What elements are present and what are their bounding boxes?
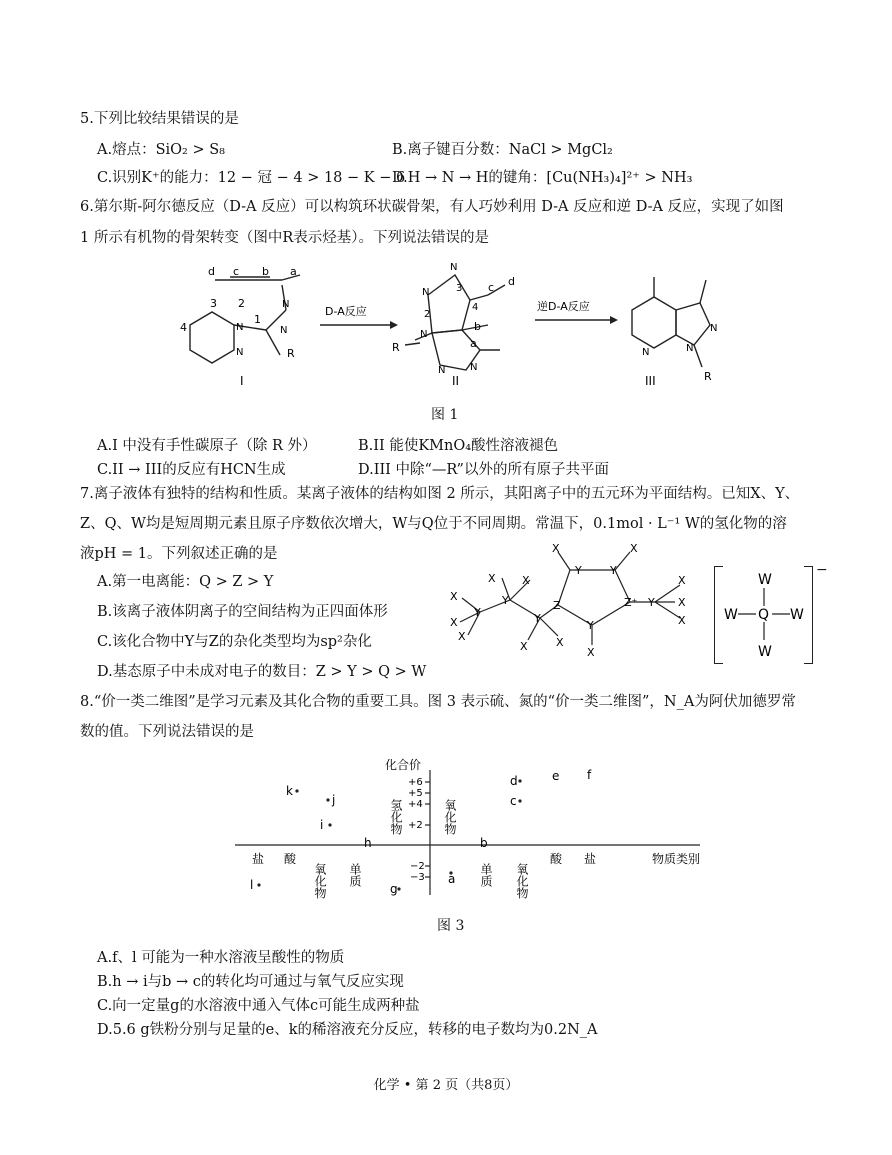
q7-option-b: B.该离子液体阴离子的空间结构为正四面体形 — [97, 604, 388, 620]
arrow-label-da: D-A反应 — [325, 305, 367, 318]
atom-y-7: Y — [648, 596, 655, 609]
atom-n-i-4: N — [280, 325, 288, 336]
label-compound-i: I — [240, 374, 244, 388]
atom-x-1: X — [552, 542, 560, 555]
x-cat-right-salt: 盐 — [584, 852, 597, 866]
label-3-ii: 3 — [456, 283, 463, 294]
x-cat-left-acid: 酸 — [284, 852, 297, 866]
atom-x-11: X — [678, 574, 686, 587]
point-g-marker — [397, 887, 400, 890]
atom-q: Q — [758, 607, 770, 623]
label-a-i: a — [290, 265, 297, 278]
atom-x-13: X — [678, 614, 686, 627]
figure-1-reaction-scheme — [170, 255, 730, 395]
q8-option-b: B.h → i与b → c的转化均可通过与氧气反应实现 — [97, 974, 404, 990]
point-f: f — [587, 768, 592, 782]
atom-z-plus: Z⁺ — [624, 596, 638, 609]
atom-n-ii-2: N — [422, 287, 430, 298]
point-e: e — [552, 769, 560, 783]
q7-stem-line3: 液pH = 1。下列叙述正确的是 — [80, 546, 278, 562]
q7-stem-line1: 7.离子液体有独特的结构和性质。某离子液体的结构如图 2 所示，其阳离子中的五元环为平面结构。已知X、Y、 — [80, 486, 800, 502]
point-j-marker — [326, 798, 329, 801]
atom-n-iii-3: N — [686, 343, 694, 354]
atom-n-ii-1: N — [450, 262, 458, 273]
atom-w-left: W — [724, 607, 738, 623]
label-4-ii: 4 — [472, 302, 479, 313]
point-k: k — [286, 784, 293, 798]
q5-option-a: A.熔点：SiO₂ > S₈ — [97, 142, 225, 158]
figure-3-valence-category-chart — [230, 755, 730, 905]
label-3-i: 3 — [210, 297, 217, 310]
x-cat-center-oxide: 氧化物 — [443, 799, 457, 835]
point-c: c — [510, 794, 517, 808]
point-l-marker — [257, 883, 260, 886]
x-cat-right-acid: 酸 — [550, 852, 563, 866]
x-cat-left-element: 单质 — [348, 863, 362, 887]
label-d-i: d — [208, 265, 215, 278]
atom-x-9: X — [556, 636, 564, 649]
q6-option-a: A.I 中没有手性碳原子（除 R 外） — [97, 438, 317, 454]
q7-option-a: A.第一电离能：Q > Z > Y — [97, 574, 274, 590]
atom-x-6: X — [450, 616, 458, 629]
q8-option-d: D.5.6 g铁粉分别与足量的e、k的稀溶液充分反应，转移的电子数均为0.2N_A — [97, 1022, 598, 1038]
atom-x-2: X — [630, 542, 638, 555]
q6-option-b: B.II 能使KMnO₄酸性溶液褪色 — [358, 438, 559, 454]
q8-option-a: A.f、l 可能为一种水溶液呈酸性的物质 — [97, 950, 345, 966]
arrow-label-retro-da: 逆D-A反应 — [537, 300, 590, 313]
q7-option-d: D.基态原子中未成对电子的数目：Z > Y > Q > W — [97, 664, 427, 680]
point-l: l — [250, 878, 254, 892]
page-footer: 化学 • 第 2 页（共8页） — [373, 1078, 519, 1093]
atom-y-6: Y — [587, 619, 594, 632]
label-d-ii: d — [508, 275, 515, 288]
arrow-head-1 — [390, 321, 398, 329]
point-g: g — [390, 882, 398, 896]
point-d-marker — [518, 779, 521, 782]
q5-option-b: B.离子键百分数：NaCl > MgCl₂ — [392, 142, 613, 158]
label-r-ii: R — [392, 341, 400, 354]
atom-x-12: X — [678, 596, 686, 609]
figure-2-anion-structure — [722, 566, 806, 662]
atom-x-3: X — [488, 572, 496, 585]
atom-n-ii-3: N — [420, 329, 428, 340]
atom-x-4: X — [522, 574, 530, 587]
atom-n-ii-5: N — [470, 362, 478, 373]
label-a-ii: a — [470, 337, 477, 350]
label-r-i: R — [287, 347, 295, 360]
q7-option-c: C.该化合物中Y与Z的杂化类型均为sp²杂化 — [97, 634, 372, 650]
figure-1-caption: 图 1 — [431, 407, 459, 423]
atom-x-8: X — [520, 640, 528, 653]
point-b: b — [480, 836, 488, 850]
atom-x-10: X — [587, 646, 595, 659]
q5-option-d: D.H → N → H的键角：[Cu(NH₃)₄]²⁺ > NH₃ — [392, 170, 693, 186]
point-d: d — [510, 774, 518, 788]
q6-stem-line2: 1 所示有机物的骨架转变（图中R表示烃基）。下列说法错误的是 — [80, 230, 489, 246]
atom-y-1: Y — [575, 564, 582, 577]
x-cat-left-salt: 盐 — [252, 852, 265, 866]
label-r-iii: R — [704, 370, 712, 383]
q8-option-c: C.向一定量g的水溶液中通入气体c可能生成两种盐 — [97, 998, 420, 1014]
label-b-i: b — [262, 265, 269, 278]
figure-3-caption: 图 3 — [437, 918, 465, 934]
point-k-marker — [295, 789, 298, 792]
anion-charge: − — [816, 562, 828, 578]
atom-n-iii-2: N — [710, 323, 718, 334]
y-tick-plus2: +2 — [408, 820, 423, 831]
point-c-marker — [518, 799, 521, 802]
y-tick-plus6: +6 — [408, 777, 423, 788]
atom-w-bottom: W — [758, 644, 772, 660]
molecule-i-structure — [190, 275, 300, 363]
atom-y-5: Y — [534, 612, 541, 625]
atom-x-7: X — [458, 630, 466, 643]
x-cat-left-oxide: 氧化物 — [313, 863, 327, 899]
q5-stem: 5.下列比较结果错误的是 — [80, 111, 239, 127]
label-c-ii: c — [488, 281, 495, 294]
atom-y-2: Y — [610, 564, 617, 577]
atom-w-top: W — [758, 572, 772, 588]
y-axis-title: 化合价 — [385, 758, 422, 772]
y-tick-plus5: +5 — [408, 788, 423, 799]
atom-w-right: W — [790, 607, 804, 623]
label-4-i: 4 — [180, 321, 187, 334]
q7-stem-line2: Z、Q、W均是短周期元素且原子序数依次增大，W与Q位于不同周期。常温下，0.1mol · L⁻¹ W的氢化物的溶 — [80, 516, 787, 532]
x-cat-hydride: 氢化物 — [389, 799, 403, 835]
label-2-ii: 2 — [424, 309, 431, 320]
x-cat-right-oxide: 氧化物 — [515, 863, 529, 899]
label-1-i: 1 — [254, 313, 261, 326]
y-tick-minus2: −2 — [410, 861, 425, 872]
q6-stem-line1: 6.第尔斯-阿尔德反应（D-A 反应）可以构筑环状碳骨架，有人巧妙利用 D-A 反应和逆 D-A 反应，实现了如图 — [80, 199, 784, 215]
label-compound-ii: II — [452, 374, 460, 388]
label-c-i: c — [233, 265, 240, 278]
atom-n-i-3: N — [282, 299, 290, 310]
q8-stem-line2: 数的值。下列说法错误的是 — [80, 724, 254, 740]
figure-2-cation-structure — [440, 540, 710, 660]
point-i-marker — [328, 823, 331, 826]
point-a: a — [448, 872, 456, 886]
atom-n-i-2: N — [236, 347, 244, 358]
label-2-i: 2 — [238, 297, 245, 310]
atom-y-3: Y — [502, 594, 509, 607]
point-h: h — [364, 836, 372, 850]
point-i: i — [320, 818, 324, 832]
atom-z: Z — [553, 599, 561, 612]
arrow-head-2 — [610, 316, 618, 324]
point-j: j — [332, 793, 336, 807]
atom-x-5: X — [450, 590, 458, 603]
atom-y-4: Y — [474, 606, 481, 619]
label-b-ii: b — [474, 320, 481, 333]
q6-option-d: D.III 中除“—R”以外的所有原子共平面 — [358, 462, 609, 478]
x-cat-right-element: 单质 — [479, 863, 493, 887]
y-tick-minus3: −3 — [410, 872, 425, 883]
atom-n-iii-1: N — [642, 347, 650, 358]
q6-option-c: C.II → III的反应有HCN生成 — [97, 462, 286, 478]
x-axis-title: 物质类别 — [652, 852, 701, 866]
label-compound-iii: III — [645, 374, 656, 388]
q8-stem-line1: 8.“价一类二维图”是学习元素及其化合物的重要工具。图 3 表示硫、氮的“价一类二维图”，N_A为阿伏加德罗常 — [80, 694, 796, 710]
atom-n-ii-4: N — [438, 365, 446, 376]
atom-n-i-1: N — [236, 322, 244, 333]
q5-option-c: C.识别K⁺的能力：12 − 冠 − 4 > 18 − K − 6 — [97, 170, 406, 186]
y-tick-plus4: +4 — [408, 799, 423, 810]
